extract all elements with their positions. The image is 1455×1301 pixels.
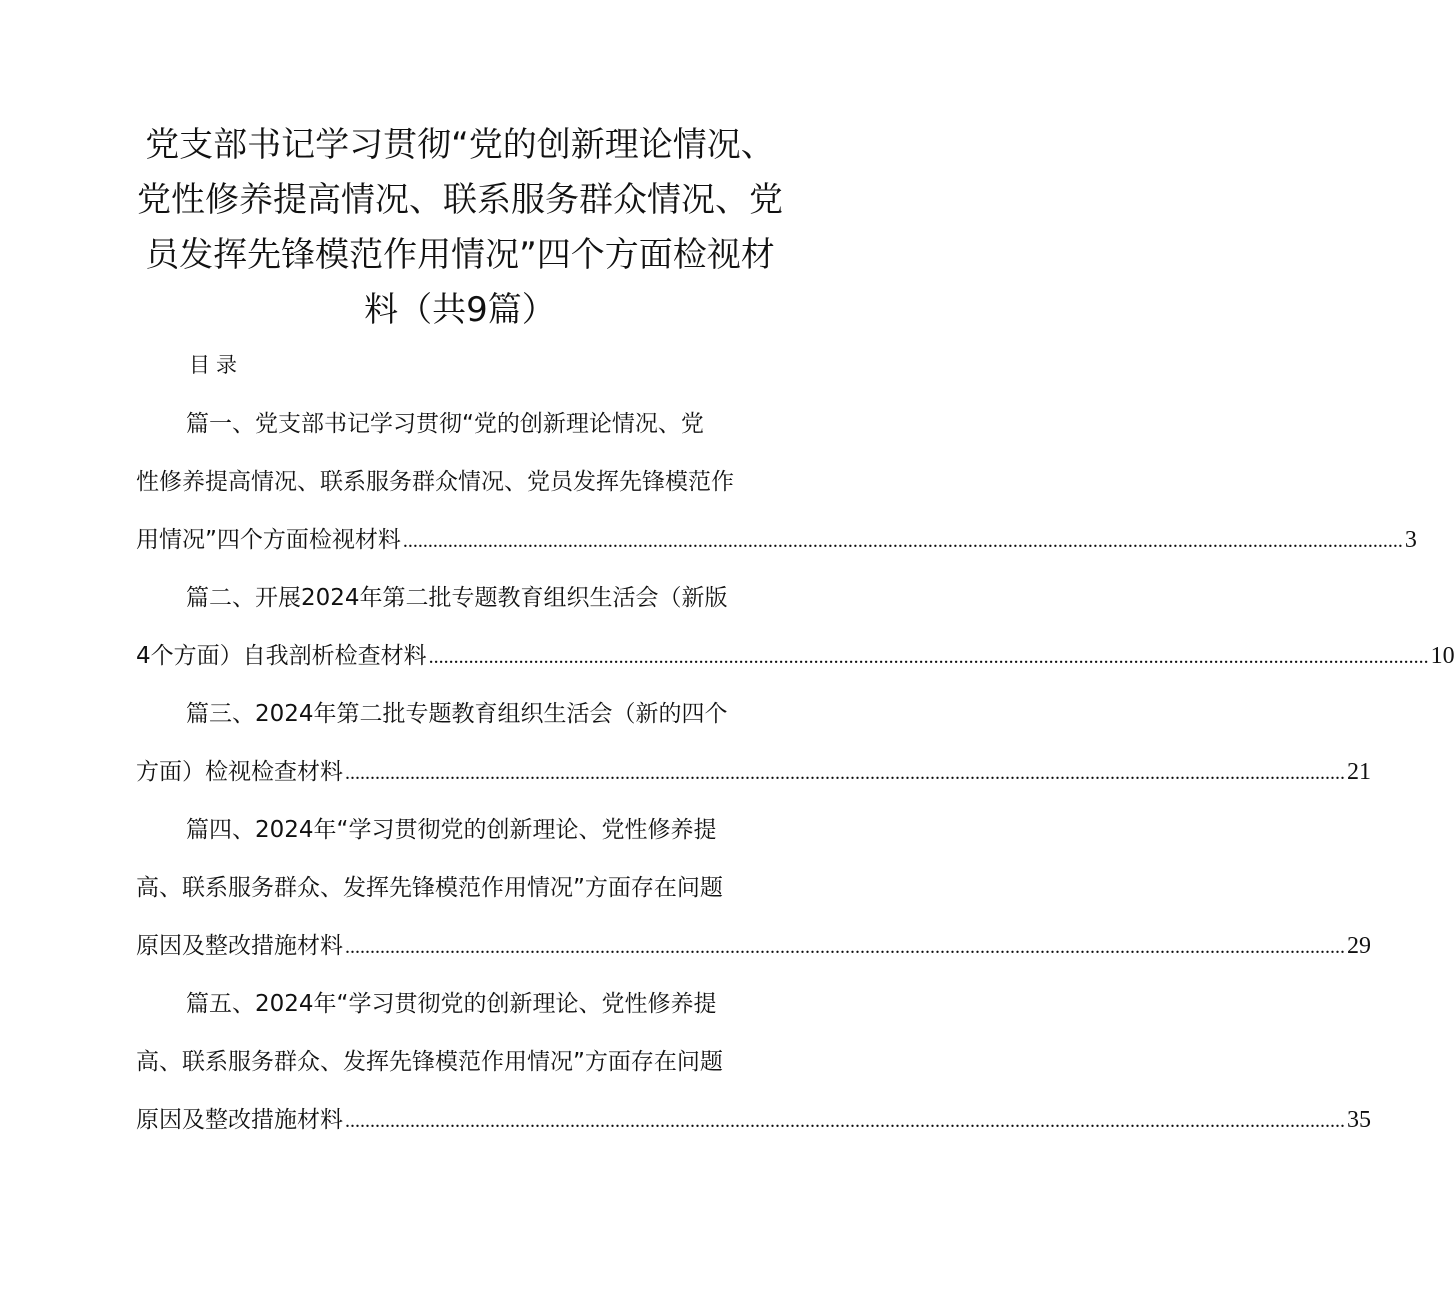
dot-leader: ........................................................................................................................................................................................................ bbox=[402, 530, 1403, 552]
toc-entry-line: 原因及整改措施材料 bbox=[136, 1107, 343, 1133]
toc-page-number: 10 bbox=[1430, 643, 1455, 669]
toc-entry-line: 篇二、开展2024年第二批专题教育组织生活会（新版 bbox=[186, 585, 728, 611]
toc-entry-line: 高、联系服务群众、发挥先锋模范作用情况”方面存在问题 bbox=[136, 1049, 723, 1075]
toc-entry-3[interactable] bbox=[136, 685, 1371, 801]
toc-entry-4[interactable] bbox=[136, 801, 1371, 975]
dot-leader: ........................................................................................................................................................................................................ bbox=[428, 646, 1429, 668]
toc-page-number: 35 bbox=[1347, 1107, 1371, 1133]
document-title bbox=[130, 118, 790, 338]
toc-entry-line: 篇四、2024年“学习贯彻党的创新理论、党性修养提 bbox=[186, 817, 717, 843]
toc-entry-line: 性修养提高情况、联系服务群众情况、党员发挥先锋模范作 bbox=[136, 469, 734, 495]
title-line: 员发挥先锋模范作用情况”四个方面检视材 bbox=[145, 235, 775, 275]
toc-entry-1[interactable] bbox=[136, 395, 1417, 569]
toc-entry-last-line bbox=[136, 1091, 1371, 1149]
dot-leader: ........................................................................................................................................................................................................ bbox=[345, 1110, 1345, 1132]
table-of-contents bbox=[136, 395, 1455, 1149]
toc-heading: 目录 bbox=[189, 353, 243, 377]
toc-entry-5[interactable] bbox=[136, 975, 1371, 1149]
toc-entry-last-line bbox=[136, 511, 1417, 569]
toc-entry-line: 原因及整改措施材料 bbox=[136, 933, 343, 959]
toc-entry-last-line bbox=[136, 627, 1455, 685]
dot-leader: ........................................................................................................................................................................................................ bbox=[345, 936, 1345, 958]
title-line: 料（共9篇） bbox=[364, 290, 556, 330]
toc-entry-line: 用情况”四个方面检视材料 bbox=[136, 527, 401, 553]
toc-entry-line: 篇五、2024年“学习贯彻党的创新理论、党性修养提 bbox=[186, 991, 717, 1017]
toc-entry-last-line bbox=[136, 743, 1371, 801]
toc-entry-line: 4个方面）自我剖析检查材料 bbox=[136, 643, 427, 669]
toc-entry-2[interactable] bbox=[136, 569, 1455, 685]
dot-leader: ........................................................................................................................................................................................................ bbox=[345, 762, 1345, 784]
toc-entry-line: 高、联系服务群众、发挥先锋模范作用情况”方面存在问题 bbox=[136, 875, 723, 901]
toc-entry-line: 方面）检视检查材料 bbox=[136, 759, 343, 785]
toc-page-number: 3 bbox=[1404, 527, 1417, 553]
toc-entry-line: 篇一、党支部书记学习贯彻“党的创新理论情况、党 bbox=[186, 411, 704, 437]
title-line: 党支部书记学习贯彻“党的创新理论情况、 bbox=[145, 125, 775, 165]
title-line: 党性修养提高情况、联系服务群众情况、党 bbox=[137, 180, 783, 220]
toc-page-number: 29 bbox=[1347, 933, 1371, 959]
toc-page-number: 21 bbox=[1347, 759, 1371, 785]
toc-entry-line: 篇三、2024年第二批专题教育组织生活会（新的四个 bbox=[186, 701, 728, 727]
toc-entry-last-line bbox=[136, 917, 1371, 975]
